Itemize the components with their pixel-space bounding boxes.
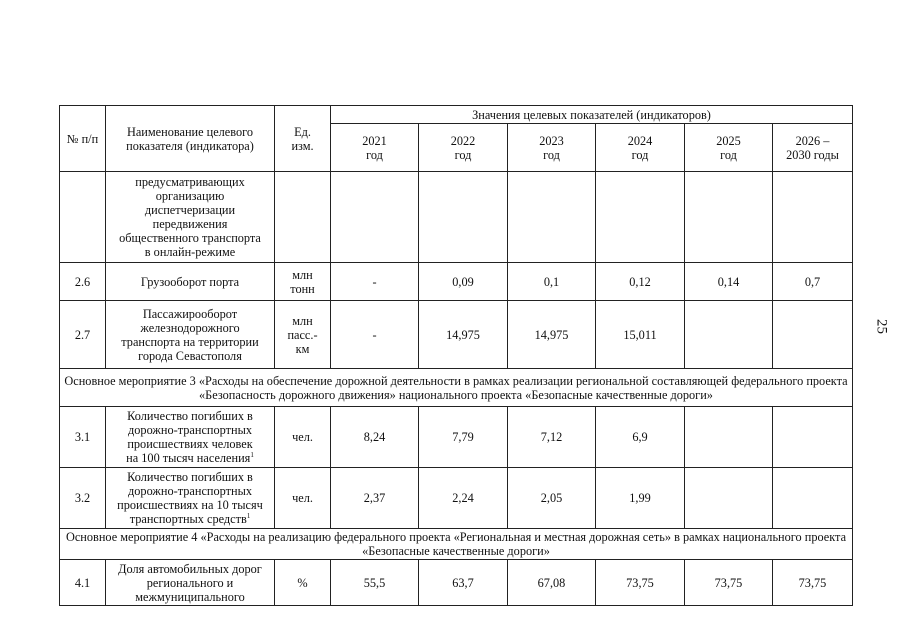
row-value: [419, 172, 508, 263]
target-indicators-table: [59, 105, 853, 606]
row-value: 2,05: [508, 468, 596, 529]
row-value: 55,5: [331, 560, 419, 606]
row-unit: %: [275, 560, 331, 606]
header-year: 2026 – 2030 годы: [773, 124, 853, 172]
row-value: 0,09: [419, 263, 508, 301]
row-value: 2,37: [331, 468, 419, 529]
section-heading: Основное мероприятие 3 «Расходы на обеспечение дорожной деятельности в рамках реализации региональной составляющей федерального проекта «Безопасность дорожного движения» национального проекта «Безопасные качественные дороги»: [60, 369, 853, 407]
table-row-2-7: [60, 301, 853, 369]
page-number: 25: [873, 319, 890, 334]
row-value: 63,7: [419, 560, 508, 606]
row-value: [508, 172, 596, 263]
row-name: Грузооборот порта: [106, 263, 275, 301]
row-value: 0,7: [773, 263, 853, 301]
row-no: 3.1: [60, 407, 106, 468]
row-value: 14,975: [508, 301, 596, 369]
row-value: 2,24: [419, 468, 508, 529]
row-value: 7,79: [419, 407, 508, 468]
row-unit: млн пасс.- км: [275, 301, 331, 369]
row-value: [685, 301, 773, 369]
row-unit: чел.: [275, 407, 331, 468]
row-value: [596, 172, 685, 263]
row-value: [685, 468, 773, 529]
table-row-3-1: [60, 407, 853, 468]
row-value: 67,08: [508, 560, 596, 606]
row-value: 0,1: [508, 263, 596, 301]
row-value: 8,24: [331, 407, 419, 468]
header-year: 2025 год: [685, 124, 773, 172]
header-year: 2023 год: [508, 124, 596, 172]
row-unit: [275, 172, 331, 263]
header-year: 2021 год: [331, 124, 419, 172]
row-value: -: [331, 301, 419, 369]
table-row-3-2: [60, 468, 853, 529]
header-values-group: Значения целевых показателей (индикаторов): [331, 106, 853, 124]
footnote-mark: 1: [246, 512, 251, 520]
row-value: 73,75: [773, 560, 853, 606]
header-unit: Ед. изм.: [275, 106, 331, 172]
header-year: 2022 год: [419, 124, 508, 172]
row-value: 73,75: [596, 560, 685, 606]
row-value: [773, 172, 853, 263]
row-value: [773, 407, 853, 468]
row-value: 15,011: [596, 301, 685, 369]
row-value: 73,75: [685, 560, 773, 606]
row-name: предусматривающих организацию диспетчеризации передвижения общественного транспорта в онлайн-режиме: [106, 172, 275, 263]
row-name-text: Количество погибших в дорожно-транспортных происшествиях на 10 тысяч транспортных средств: [117, 470, 263, 526]
row-name: [106, 468, 275, 529]
row-unit: млн тонн: [275, 263, 331, 301]
row-name: Пассажирооборот железнодорожного транспорта на территории города Севастополя: [106, 301, 275, 369]
row-value: 0,12: [596, 263, 685, 301]
header-year: 2024 год: [596, 124, 685, 172]
row-value: 6,9: [596, 407, 685, 468]
header-row-1: [60, 106, 853, 124]
section-row-4: [60, 529, 853, 560]
section-heading: Основное мероприятие 4 «Расходы на реализацию федерального проекта «Региональная и местная дорожная сеть» в рамках национального проекта «Безопасные качественные дороги»: [60, 529, 853, 560]
row-value: [773, 468, 853, 529]
row-no: [60, 172, 106, 263]
row-no: 4.1: [60, 560, 106, 606]
section-row-3: [60, 369, 853, 407]
row-name-text: Количество погибших в дорожно-транспортных происшествиях человек на 100 тысяч населения: [126, 409, 253, 465]
row-unit: чел.: [275, 468, 331, 529]
footnote-mark: 1: [250, 451, 254, 459]
table-row-continuation: [60, 172, 853, 263]
row-name: [106, 407, 275, 468]
row-value: 14,975: [419, 301, 508, 369]
header-no: № п/п: [60, 106, 106, 172]
row-no: 2.7: [60, 301, 106, 369]
row-value: [331, 172, 419, 263]
row-no: 3.2: [60, 468, 106, 529]
table-row-4-1: [60, 560, 853, 606]
row-value: -: [331, 263, 419, 301]
row-value: 0,14: [685, 263, 773, 301]
row-no: 2.6: [60, 263, 106, 301]
row-value: [685, 172, 773, 263]
table-row-2-6: [60, 263, 853, 301]
row-value: [773, 301, 853, 369]
header-name: Наименование целевого показателя (индикатора): [106, 106, 275, 172]
row-value: 7,12: [508, 407, 596, 468]
row-value: 1,99: [596, 468, 685, 529]
row-name: Доля автомобильных дорог регионального и межмуниципального: [106, 560, 275, 606]
row-value: [685, 407, 773, 468]
